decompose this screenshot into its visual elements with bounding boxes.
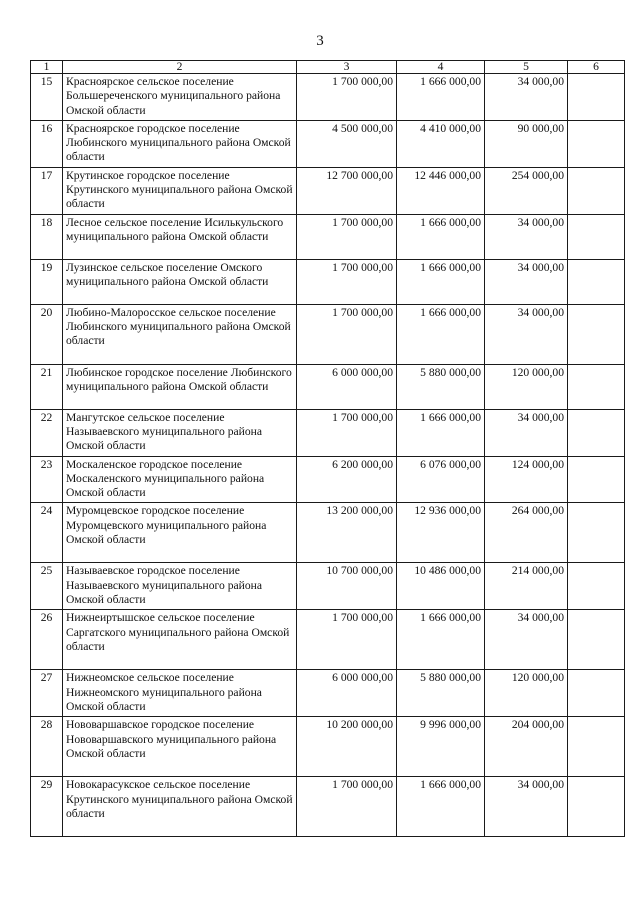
- amount-col5: 214 000,00: [485, 563, 568, 610]
- amount-col4: 1 666 000,00: [397, 777, 485, 837]
- table-row: [31, 167, 625, 214]
- row-number: 24: [31, 503, 63, 563]
- amount-col5: 34 000,00: [485, 74, 568, 121]
- amount-col5: 34 000,00: [485, 259, 568, 304]
- municipality-name: Мангутское сельское поселение Называевского муниципального района Омской области: [63, 409, 297, 456]
- row-number: 29: [31, 777, 63, 837]
- table-row: [31, 563, 625, 610]
- percent-col6: [568, 364, 625, 409]
- table-row: [31, 670, 625, 717]
- percent-value: [571, 214, 621, 216]
- table-row: [31, 717, 625, 777]
- amount-col5: 124 000,00: [485, 456, 568, 503]
- amount-col3: 6 000 000,00: [297, 364, 397, 409]
- percent-value: [571, 259, 621, 261]
- amount-col4: 12 446 000,00: [397, 167, 485, 214]
- page-number: 3: [316, 33, 324, 49]
- column-header: 5: [485, 61, 568, 74]
- percent-col6: [568, 409, 625, 456]
- table-row: [31, 120, 625, 167]
- amount-col4: 5 880 000,00: [397, 670, 485, 717]
- row-number: 20: [31, 304, 63, 364]
- percent-value: [571, 563, 621, 565]
- percent-col6: [568, 610, 625, 670]
- row-number: 16: [31, 120, 63, 167]
- percent-value: [571, 167, 621, 169]
- amount-col3: 6 200 000,00: [297, 456, 397, 503]
- percent-col6: [568, 717, 625, 777]
- amount-col3: 4 500 000,00: [297, 120, 397, 167]
- row-number: 17: [31, 167, 63, 214]
- amount-col4: 12 936 000,00: [397, 503, 485, 563]
- percent-col6: [568, 563, 625, 610]
- table-row: [31, 259, 625, 304]
- row-number: 27: [31, 670, 63, 717]
- column-header: 1: [31, 61, 63, 74]
- row-number: 25: [31, 563, 63, 610]
- amount-col5: 264 000,00: [485, 503, 568, 563]
- municipality-name: Называевское городское поселение Называевского муниципального района Омской области: [63, 563, 297, 610]
- percent-value: [571, 304, 621, 306]
- amount-col5: 90 000,00: [485, 120, 568, 167]
- row-number: 21: [31, 364, 63, 409]
- percent-value: [571, 120, 621, 122]
- amount-col4: 1 666 000,00: [397, 304, 485, 364]
- amount-col5: 34 000,00: [485, 409, 568, 456]
- table-body: [31, 74, 625, 837]
- percent-col6: [568, 74, 625, 121]
- percent-col6: [568, 259, 625, 304]
- column-header: 3: [297, 61, 397, 74]
- amount-col4: 10 486 000,00: [397, 563, 485, 610]
- percent-value: [571, 777, 621, 779]
- percent-col6: [568, 214, 625, 259]
- table-row: [31, 364, 625, 409]
- amount-col3: 1 700 000,00: [297, 214, 397, 259]
- municipality-name: Любино-Малоросское сельское поселение Любинского муниципального района Омской области: [63, 304, 297, 364]
- table-row: [31, 304, 625, 364]
- percent-value: [571, 74, 621, 76]
- table-row: [31, 214, 625, 259]
- municipality-name: Нижнеиртышское сельское поселение Саргатского муниципального района Омской области: [63, 610, 297, 670]
- row-number: 22: [31, 409, 63, 456]
- amount-col3: 10 700 000,00: [297, 563, 397, 610]
- table-row: [31, 610, 625, 670]
- percent-col6: [568, 120, 625, 167]
- amount-col4: 1 666 000,00: [397, 610, 485, 670]
- percent-value: [571, 717, 621, 719]
- table-row: [31, 777, 625, 837]
- amount-col3: 12 700 000,00: [297, 167, 397, 214]
- percent-col6: [568, 167, 625, 214]
- amount-col5: 120 000,00: [485, 670, 568, 717]
- amount-col3: 1 700 000,00: [297, 74, 397, 121]
- percent-value: [571, 670, 621, 672]
- municipality-name: Красноярское городское поселение Любинского муниципального района Омской области: [63, 120, 297, 167]
- amount-col5: 34 000,00: [485, 610, 568, 670]
- percent-value: [571, 503, 621, 505]
- row-number: 23: [31, 456, 63, 503]
- header-row: [31, 61, 625, 74]
- percent-col6: [568, 503, 625, 563]
- column-header: 2: [63, 61, 297, 74]
- table-header: [31, 61, 625, 74]
- municipality-name: Москаленское городское поселение Москаленского муниципального района Омской области: [63, 456, 297, 503]
- municipality-name: Лесное сельское поселение Исилькульского муниципального района Омской области: [63, 214, 297, 259]
- amount-col3: 1 700 000,00: [297, 610, 397, 670]
- amount-col4: 1 666 000,00: [397, 409, 485, 456]
- amount-col3: 1 700 000,00: [297, 409, 397, 456]
- row-number: 18: [31, 214, 63, 259]
- row-number: 26: [31, 610, 63, 670]
- percent-value: [571, 364, 621, 366]
- column-header: 4: [397, 61, 485, 74]
- amount-col5: 34 000,00: [485, 214, 568, 259]
- column-header: 6: [568, 61, 625, 74]
- amount-col3: 1 700 000,00: [297, 777, 397, 837]
- table-row: [31, 74, 625, 121]
- percent-value: [571, 409, 621, 411]
- amount-col4: 9 996 000,00: [397, 717, 485, 777]
- amount-col5: 34 000,00: [485, 777, 568, 837]
- amount-col5: 254 000,00: [485, 167, 568, 214]
- table-row: [31, 503, 625, 563]
- amount-col4: 4 410 000,00: [397, 120, 485, 167]
- amount-col4: 1 666 000,00: [397, 259, 485, 304]
- percent-value: [571, 610, 621, 612]
- amount-col4: 6 076 000,00: [397, 456, 485, 503]
- percent-value: [571, 456, 621, 458]
- amount-col5: 34 000,00: [485, 304, 568, 364]
- municipality-name: Красноярское сельское поселение Большереченского муниципального района Омской области: [63, 74, 297, 121]
- amount-col3: 6 000 000,00: [297, 670, 397, 717]
- amount-col3: 1 700 000,00: [297, 304, 397, 364]
- percent-col6: [568, 670, 625, 717]
- table-row: [31, 409, 625, 456]
- municipality-name: Новокарасукское сельское поселение Крутинского муниципального района Омской области: [63, 777, 297, 837]
- amount-col4: 1 666 000,00: [397, 214, 485, 259]
- row-number: 28: [31, 717, 63, 777]
- municipality-name: Крутинское городское поселение Крутинского муниципального района Омской области: [63, 167, 297, 214]
- amount-col3: 13 200 000,00: [297, 503, 397, 563]
- table-row: [31, 456, 625, 503]
- percent-col6: [568, 304, 625, 364]
- amount-col3: 1 700 000,00: [297, 259, 397, 304]
- amount-col4: 5 880 000,00: [397, 364, 485, 409]
- amount-col5: 204 000,00: [485, 717, 568, 777]
- percent-col6: [568, 777, 625, 837]
- municipality-name: Нижнеомское сельское поселение Нижнеомского муниципального района Омской области: [63, 670, 297, 717]
- municipality-name: Любинское городское поселение Любинского муниципального района Омской области: [63, 364, 297, 409]
- amount-col4: 1 666 000,00: [397, 74, 485, 121]
- percent-col6: [568, 456, 625, 503]
- row-number: 19: [31, 259, 63, 304]
- row-number: 15: [31, 74, 63, 121]
- amount-col5: 120 000,00: [485, 364, 568, 409]
- municipality-name: Муромцевское городское поселение Муромцевского муниципального района Омской области: [63, 503, 297, 563]
- municipality-name: Лузинское сельское поселение Омского муниципального района Омской области: [63, 259, 297, 304]
- municipality-name: Нововаршавское городское поселение Нововаршавского муниципального района Омской области: [63, 717, 297, 777]
- amount-col3: 10 200 000,00: [297, 717, 397, 777]
- allocation-table: [30, 60, 625, 837]
